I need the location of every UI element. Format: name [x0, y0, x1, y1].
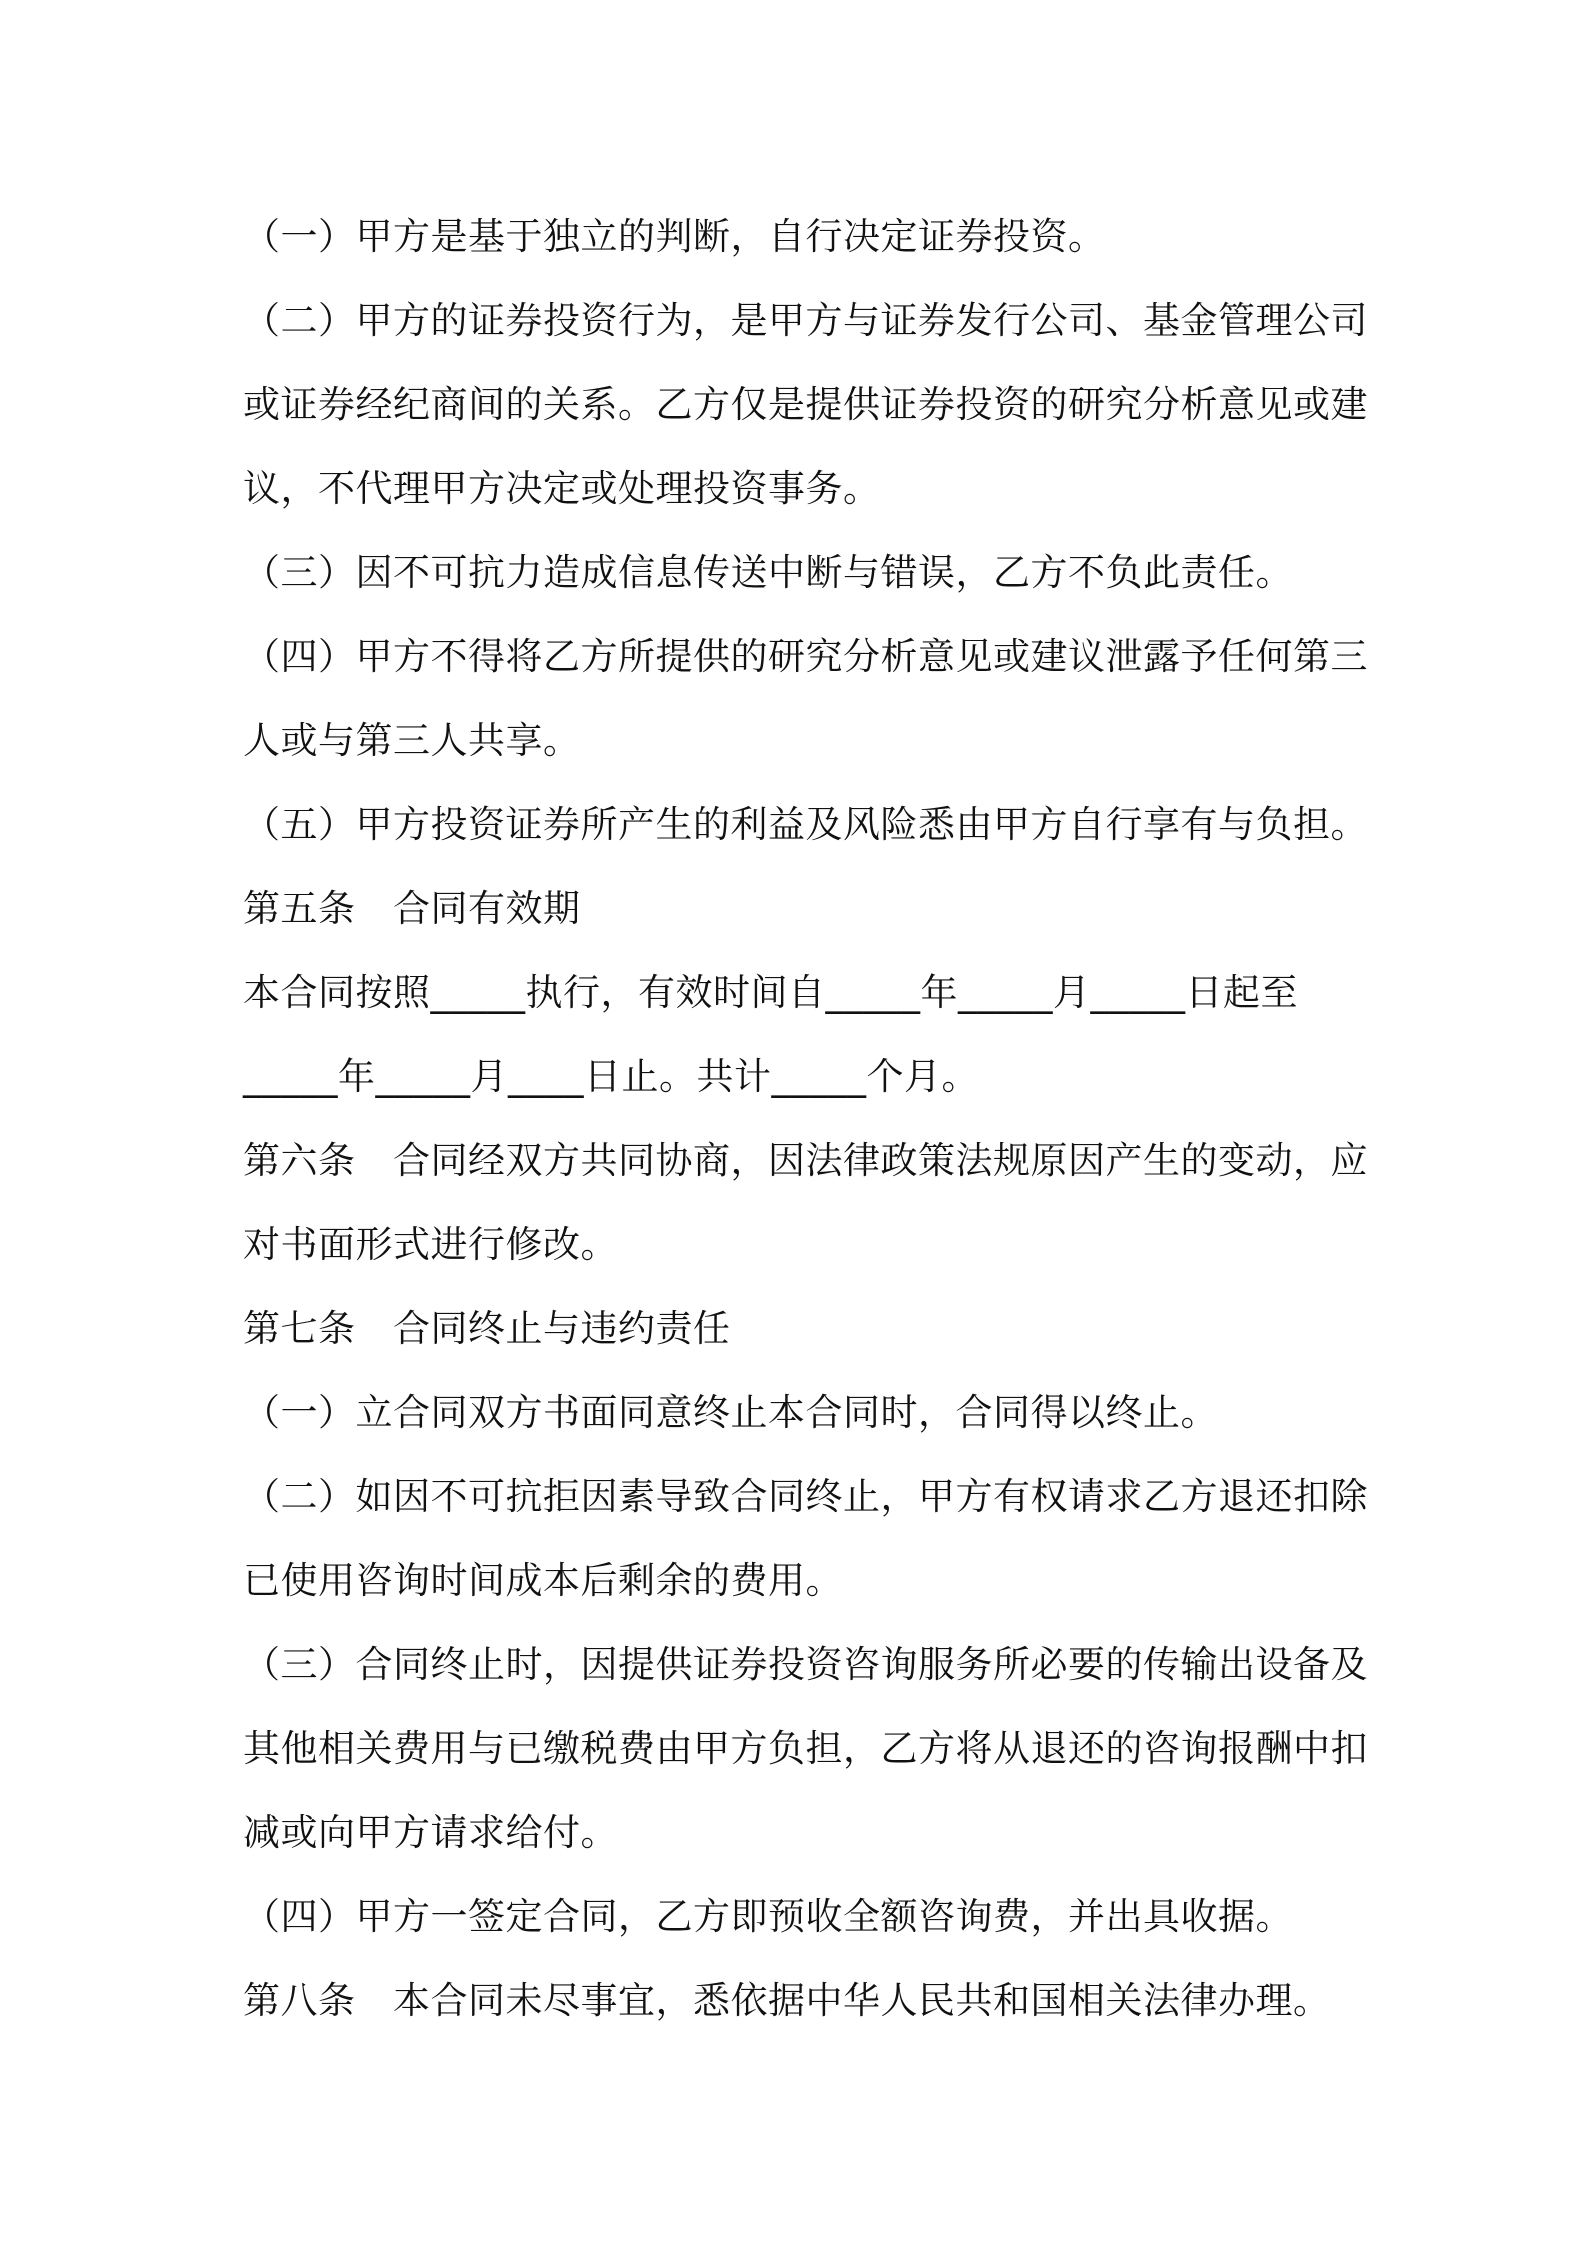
text-line-clause-7-4: （四）甲方一签定合同，乙方即预收全额咨询费，并出具收据。 — [243, 1895, 1293, 1938]
article-6-heading: 第六条 合同经双方共同协商，因法律政策法规原因产生的变动，应 — [243, 1139, 1368, 1182]
text-line-clause-4-2b: 或证券经纪商间的关系。乙方仅是提供证券投资的研究分析意见或建 — [243, 383, 1368, 426]
text-line-clause-4-2c: 议，不代理甲方决定或处理投资事务。 — [243, 467, 881, 510]
text-line-article-5b: _____年_____月____日止。共计_____个月。 — [243, 1055, 979, 1098]
text-line-clause-4-2a: （二）甲方的证券投资行为，是甲方与证券发行公司、基金管理公司 — [243, 299, 1368, 342]
text-line-clause-4-1: （一）甲方是基于独立的判断，自行决定证券投资。 — [243, 215, 1106, 258]
article-8-heading: 第八条 本合同未尽事宜，悉依据中华人民共和国相关法律办理。 — [243, 1979, 1331, 2022]
text-line-clause-7-2a: （二）如因不可抗拒因素导致合同终止，甲方有权请求乙方退还扣除 — [243, 1475, 1368, 1518]
article-5-heading: 第五条 合同有效期 — [243, 887, 581, 930]
text-line-article-5a: 本合同按照_____执行，有效时间自_____年_____月_____日起至 — [243, 971, 1298, 1014]
text-line-clause-4-4a: （四）甲方不得将乙方所提供的研究分析意见或建议泄露予任何第三 — [243, 635, 1368, 678]
text-line-article-6b: 对书面形式进行修改。 — [243, 1223, 618, 1266]
text-line-clause-7-1: （一）立合同双方书面同意终止本合同时，合同得以终止。 — [243, 1391, 1218, 1434]
text-line-clause-4-3: （三）因不可抗力造成信息传送中断与错误，乙方不负此责任。 — [243, 551, 1293, 594]
text-line-clause-7-2b: 已使用咨询时间成本后剩余的费用。 — [243, 1559, 843, 1602]
text-line-clause-4-4b: 人或与第三人共享。 — [243, 719, 581, 762]
text-line-clause-4-5: （五）甲方投资证券所产生的利益及风险悉由甲方自行享有与负担。 — [243, 803, 1368, 846]
article-7-heading: 第七条 合同终止与违约责任 — [243, 1307, 731, 1350]
text-line-clause-7-3c: 减或向甲方请求给付。 — [243, 1811, 618, 1854]
contract-text — [243, 195, 1368, 2043]
text-line-clause-7-3b: 其他相关费用与已缴税费由甲方负担，乙方将从退还的咨询报酬中扣 — [243, 1727, 1368, 1770]
text-line-clause-7-3a: （三）合同终止时，因提供证券投资咨询服务所必要的传输出设备及 — [243, 1643, 1368, 1686]
